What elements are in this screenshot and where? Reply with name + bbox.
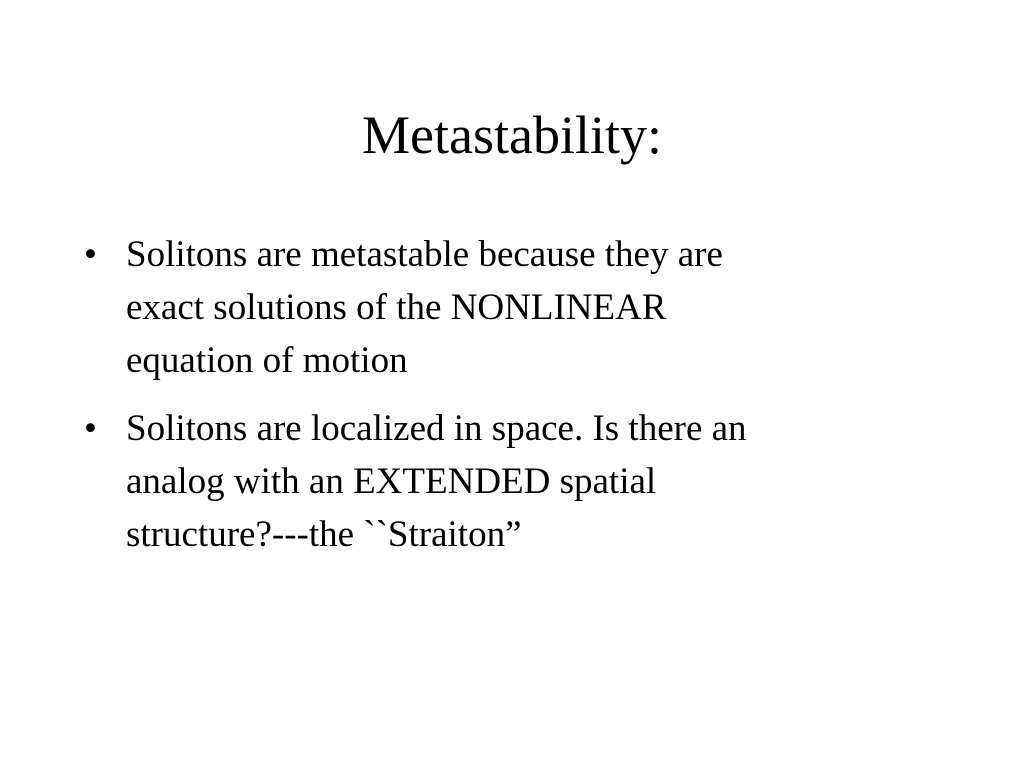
bullet-dot-icon: •: [84, 408, 97, 449]
bullet-line: analog with an EXTENDED spatial: [126, 461, 657, 502]
bullet-list: [84, 228, 944, 576]
bullet-line: Solitons are localized in space. Is there an: [126, 408, 747, 449]
bullet-item-localized: [84, 402, 944, 561]
bullet-line: Solitons are metastable because they are: [126, 234, 723, 275]
bullet-line: exact solutions of the NONLINEAR: [126, 287, 667, 328]
bullet-line: structure?---the ``Straiton”: [126, 514, 522, 555]
bullet-item-metastable: [84, 228, 944, 387]
bullet-line: equation of motion: [126, 340, 408, 381]
bullet-dot-icon: •: [84, 234, 97, 275]
slide-title: Metastability:: [362, 105, 662, 165]
